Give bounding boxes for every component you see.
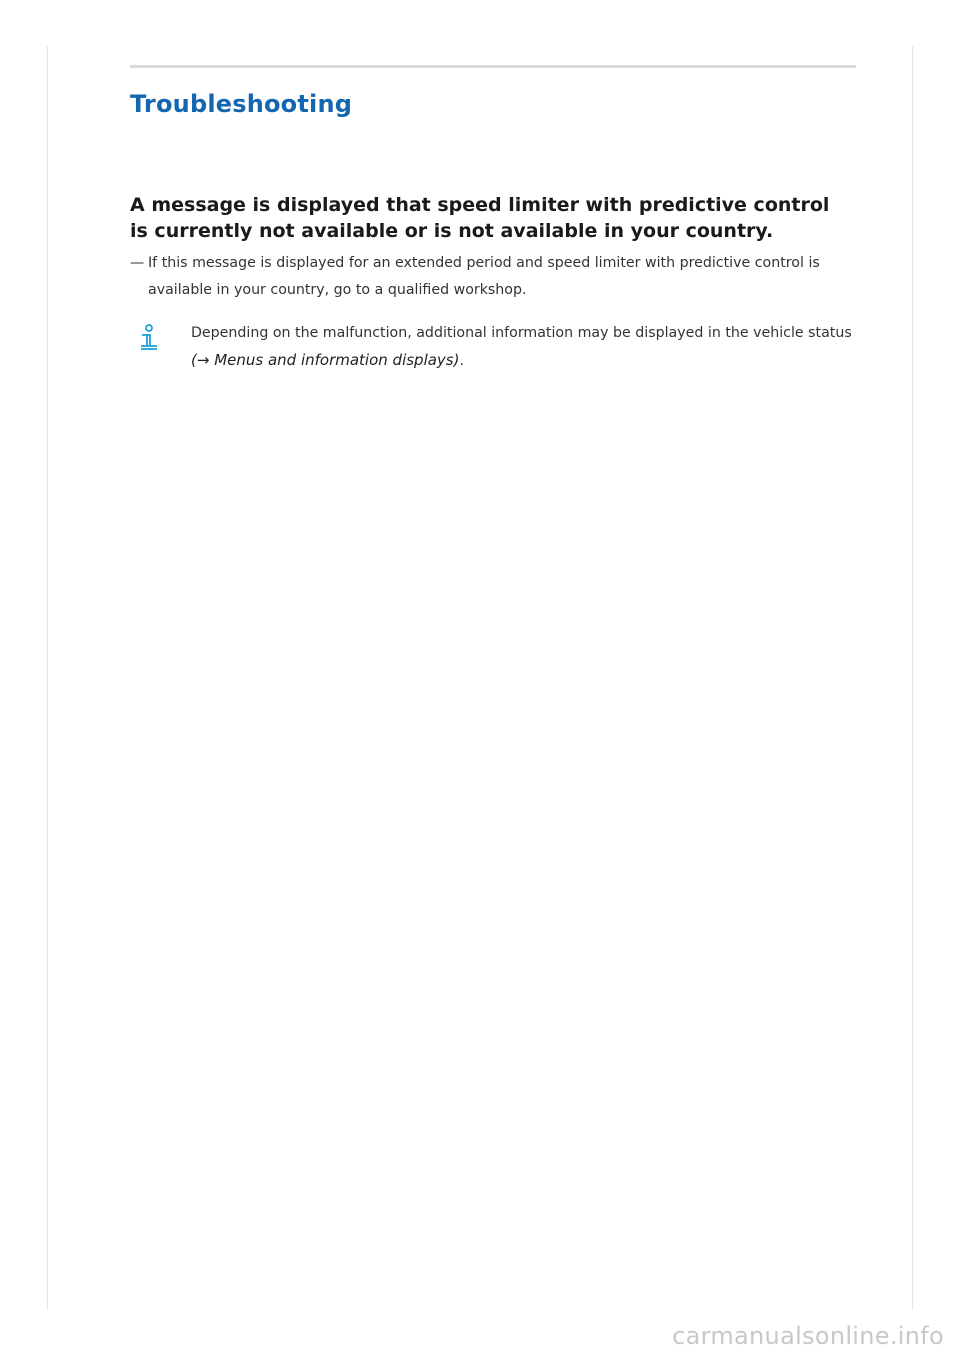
info-note-end: . (459, 353, 464, 369)
troubleshooting-step (130, 250, 860, 304)
watermark: carmanualsonline.info (672, 1322, 944, 1350)
cross-reference-link[interactable]: (→ Menus and information displays) (191, 351, 460, 369)
info-icon (138, 324, 160, 352)
left-margin-line (47, 46, 48, 1310)
section-title: Troubleshooting (130, 90, 353, 118)
info-note-body: Depending on the malfunction, additional information may be displayed in the vehicle status (191, 325, 852, 341)
section-divider (130, 65, 856, 68)
info-note-text (191, 320, 856, 375)
right-margin-line (912, 46, 913, 1310)
info-note (138, 320, 858, 380)
step-text: If this message is displayed for an extended period and speed limiter with predictive control is available in your country, go to a qualified workshop. (148, 255, 820, 298)
step-marker: — (130, 255, 145, 271)
issue-heading: A message is displayed that speed limiter with predictive control is currently not available or is not available in your country. (130, 194, 830, 242)
